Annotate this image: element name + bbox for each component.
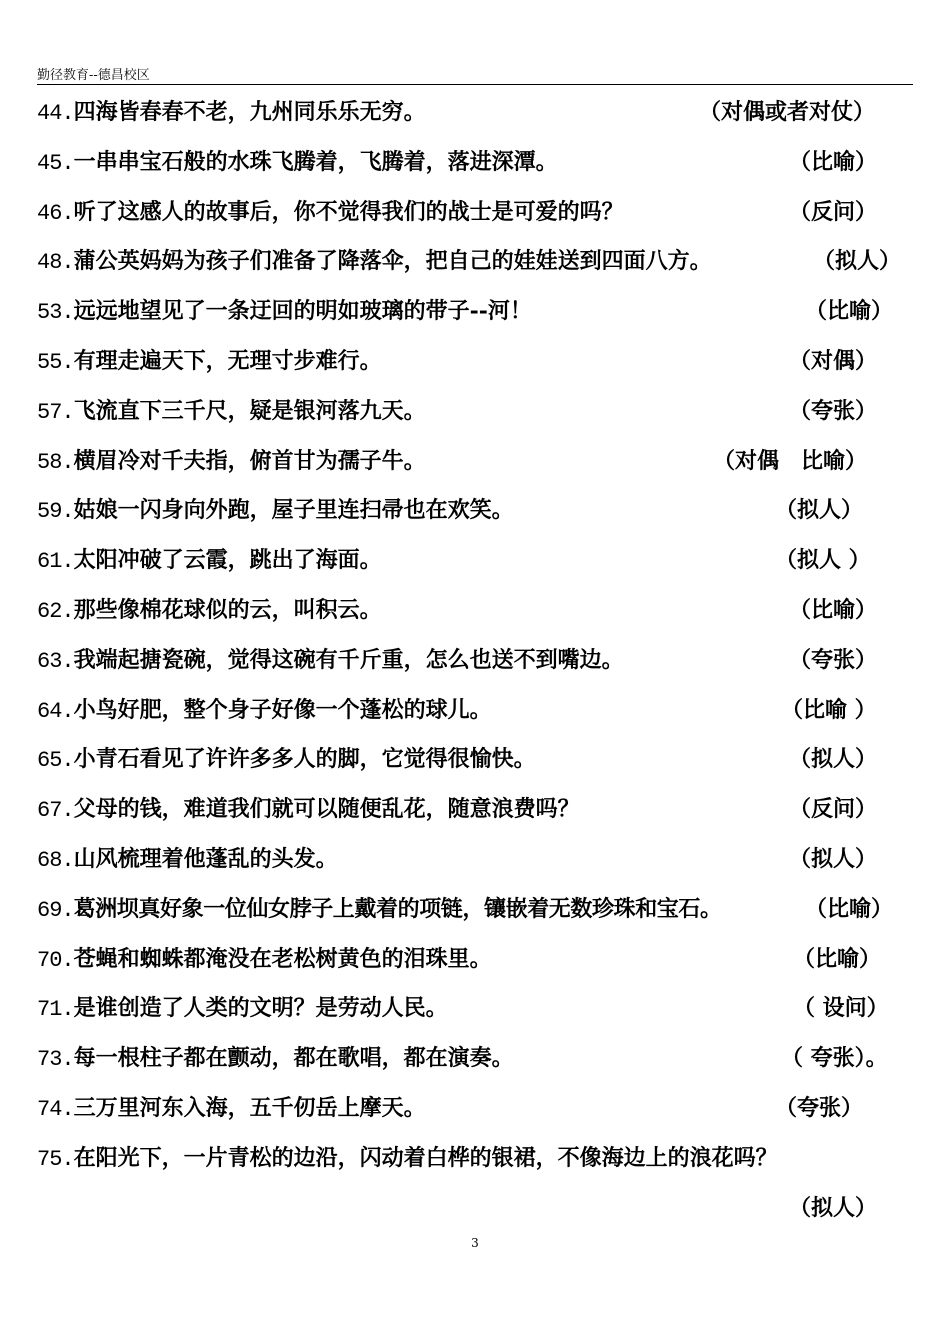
list-item: 61.太阳冲破了云霞，跳出了海面。 （拟人 ） — [37, 536, 913, 586]
list-item: 65.小青石看见了许许多多人的脚，它觉得很愉快。 （拟人） — [37, 735, 913, 785]
list-item: 68.山风梳理着他蓬乱的头发。 （拟人） — [37, 835, 913, 885]
list-item: 75.在阳光下，一片青松的边沿，闪动着白桦的银裙，不像海边上的浪花吗？ （拟人） — [37, 1134, 913, 1234]
page-header: 勤径教育--德昌校区 — [37, 68, 150, 83]
rhetoric-tag: （夸张） — [789, 397, 878, 424]
rhetoric-tag: （夸张） — [775, 1094, 864, 1121]
rhetoric-tag: （拟人） — [789, 746, 878, 773]
list-item: 69.葛洲坝真好象一位仙女脖子上戴着的项链，镶嵌着无数珍珠和宝石。 （比喻） — [37, 885, 913, 935]
list-item: 44.四海皆春春不老，九州同乐乐无穷。 （对偶或者对仗） — [37, 88, 913, 138]
rhetoric-tag: （比喻） — [805, 298, 894, 325]
list-item: 71.是谁创造了人类的文明？是劳动人民。 （ 设问） — [37, 984, 913, 1034]
rhetoric-tag: （比喻） — [793, 945, 882, 972]
list-item: 59.姑娘一闪身向外跑，屋子里连扫帚也在欢笑。 （拟人） — [37, 486, 913, 536]
rhetoric-tag: （拟人） — [789, 1194, 878, 1221]
rhetoric-tag: （比喻） — [789, 596, 878, 623]
rhetoric-tag: （ 设问） — [793, 995, 889, 1022]
list-item: 62.那些像棉花球似的云，叫积云。 （比喻） — [37, 586, 913, 636]
rhetoric-tag: （对偶 比喻） — [713, 447, 868, 474]
list-item: 46.听了这感人的故事后，你不觉得我们的战士是可爱的吗？ （反问） — [37, 188, 913, 238]
list-item: 63.我端起搪瓷碗，觉得这碗有千斤重，怎么也送不到嘴边。 （夸张） — [37, 636, 913, 686]
list-item: 45.一串串宝石般的水珠飞腾着，飞腾着，落进深潭。 （比喻） — [37, 138, 913, 188]
rhetoric-tag: （比喻 ） — [781, 696, 877, 723]
rhetoric-tag: （比喻） — [805, 895, 894, 922]
list-item: 57.飞流直下三千尺，疑是银河落九天。 （夸张） — [37, 387, 913, 437]
rhetoric-tag: （拟人） — [775, 497, 864, 524]
list-item: 73.每一根柱子都在颤动，都在歌唱，都在演奏。 （ 夸张）。 — [37, 1034, 913, 1084]
rhetoric-tag: （拟人） — [789, 845, 878, 872]
sentence-list — [37, 88, 913, 1233]
rhetoric-tag: （拟人） — [813, 248, 902, 275]
rhetoric-tag: （反问） — [789, 198, 878, 225]
list-item: 64.小鸟好肥，整个身子好像一个蓬松的球儿。 （比喻 ） — [37, 686, 913, 736]
list-item: 70.苍蝇和蜘蛛都淹没在老松树黄色的泪珠里。 （比喻） — [37, 935, 913, 985]
rhetoric-tag: （对偶） — [789, 347, 878, 374]
rhetoric-tag: （比喻） — [789, 148, 878, 175]
rhetoric-tag: （反问） — [789, 796, 878, 823]
rhetoric-tag: （拟人 ） — [775, 547, 871, 574]
list-item: 53.远远地望见了一条迂回的明如玻璃的带子--河！ （比喻） — [37, 287, 913, 337]
rhetoric-tag: （对偶或者对仗） — [699, 99, 876, 125]
rhetoric-tag: （ 夸张）。 — [781, 1045, 888, 1072]
list-item: 74.三万里河东入海，五千仞岳上摩天。 （夸张） — [37, 1084, 913, 1134]
rhetoric-tag: （夸张） — [789, 646, 878, 673]
header-divider — [37, 84, 913, 85]
list-item: 48.蒲公英妈妈为孩子们准备了降落伞，把自己的娃娃送到四面八方。 （拟人） — [37, 237, 913, 287]
list-item: 67.父母的钱，难道我们就可以随便乱花，随意浪费吗？ （反问） — [37, 785, 913, 835]
list-item: 55.有理走遍天下，无理寸步难行。 （对偶） — [37, 337, 913, 387]
page-number: 3 — [471, 1236, 479, 1250]
list-item: 58.横眉冷对千夫指，俯首甘为孺子牛。 （对偶 比喻） — [37, 437, 913, 487]
